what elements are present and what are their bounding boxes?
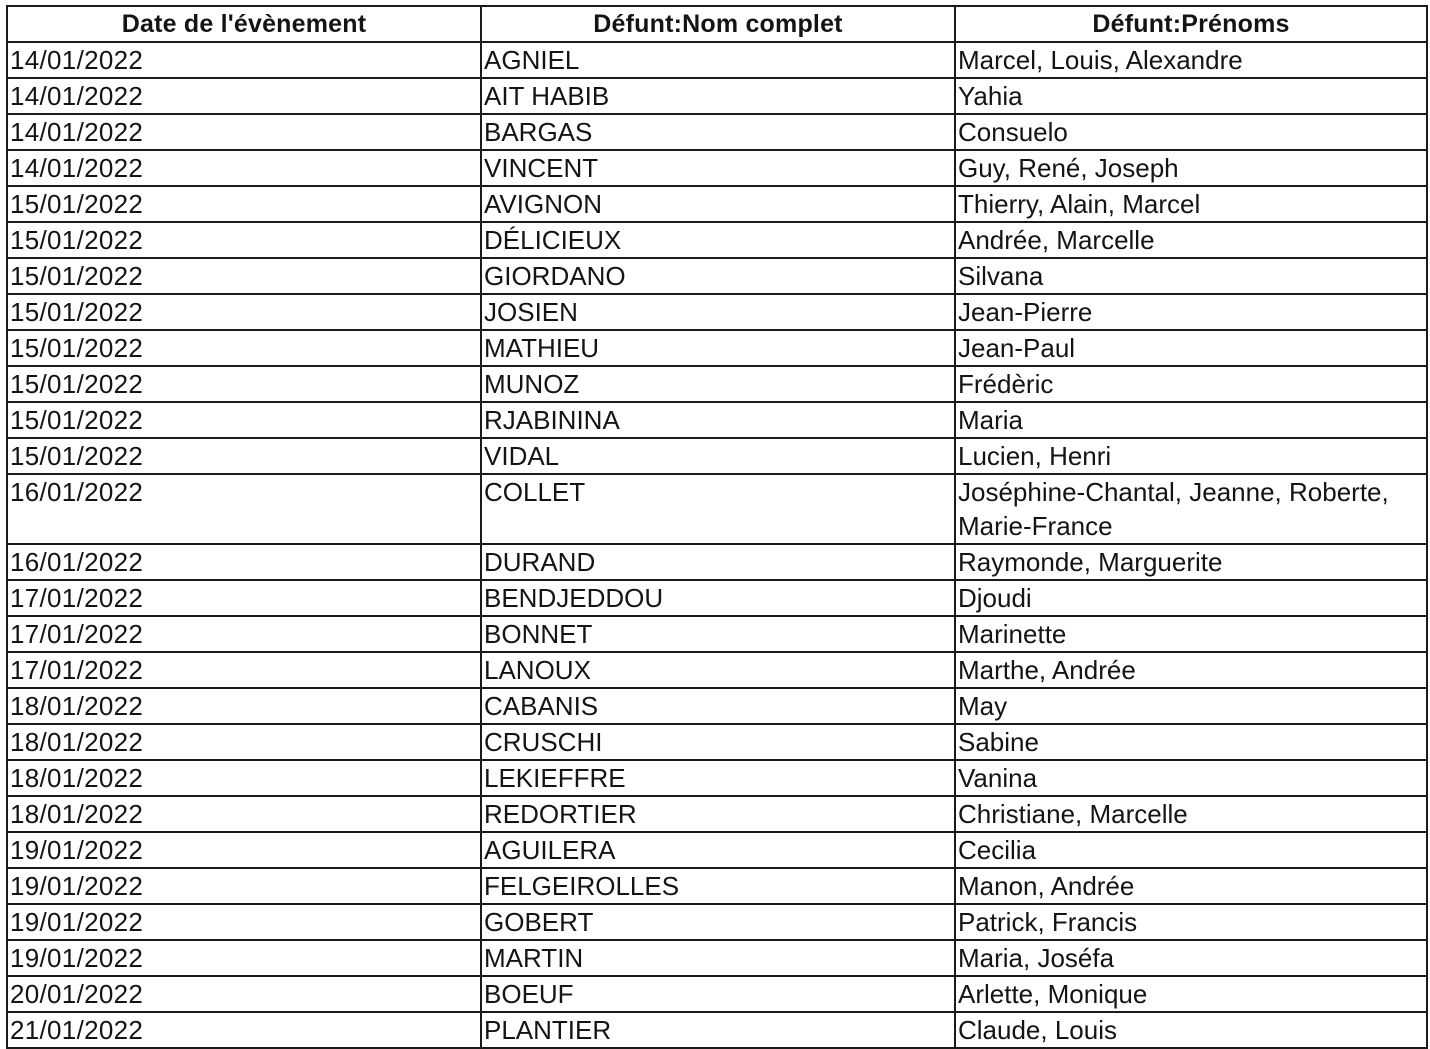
deceased-name-cell: GOBERT [481, 904, 955, 940]
table-row [7, 832, 1427, 868]
event-date-cell: 19/01/2022 [7, 940, 481, 976]
event-date-cell: 15/01/2022 [7, 186, 481, 222]
table-row [7, 688, 1427, 724]
table-row [7, 114, 1427, 150]
deceased-first-names-cell: Andrée, Marcelle [955, 222, 1427, 258]
event-date-cell: 18/01/2022 [7, 688, 481, 724]
deceased-name-cell: MUNOZ [481, 366, 955, 402]
deceased-name-cell: VINCENT [481, 150, 955, 186]
table-row [7, 330, 1427, 366]
event-date-cell: 17/01/2022 [7, 616, 481, 652]
deceased-name-cell: CABANIS [481, 688, 955, 724]
death-registry-sheet [6, 5, 1426, 1049]
deceased-name-cell: LEKIEFFRE [481, 760, 955, 796]
table-row [7, 366, 1427, 402]
event-date-cell: 14/01/2022 [7, 150, 481, 186]
event-date-cell: 14/01/2022 [7, 78, 481, 114]
event-date-cell: 15/01/2022 [7, 330, 481, 366]
header-deceased-full-name: Défunt:Nom complet [481, 6, 955, 42]
table-row [7, 976, 1427, 1012]
table-row [7, 294, 1427, 330]
event-date-cell: 19/01/2022 [7, 904, 481, 940]
deceased-name-cell: RJABININA [481, 402, 955, 438]
table-row [7, 544, 1427, 580]
deceased-name-cell: AGNIEL [481, 42, 955, 78]
table-row [7, 150, 1427, 186]
deceased-first-names-cell: Jean-Pierre [955, 294, 1427, 330]
deceased-first-names-cell: Yahia [955, 78, 1427, 114]
table-row [7, 904, 1427, 940]
event-date-cell: 19/01/2022 [7, 832, 481, 868]
table-body [7, 42, 1427, 1048]
table-row [7, 438, 1427, 474]
deceased-first-names-cell: Maria [955, 402, 1427, 438]
deceased-first-names-cell: Claude, Louis [955, 1012, 1427, 1048]
deceased-first-names-cell: May [955, 688, 1427, 724]
deceased-name-cell: LANOUX [481, 652, 955, 688]
deceased-first-names-cell: Frédèric [955, 366, 1427, 402]
event-date-cell: 18/01/2022 [7, 724, 481, 760]
deceased-first-names-cell: Vanina [955, 760, 1427, 796]
deceased-name-cell: AGUILERA [481, 832, 955, 868]
deceased-first-names-cell: Lucien, Henri [955, 438, 1427, 474]
deceased-name-cell: MATHIEU [481, 330, 955, 366]
deceased-first-names-cell: Marthe, Andrée [955, 652, 1427, 688]
deceased-first-names-cell: Maria, Joséfa [955, 940, 1427, 976]
event-date-cell: 18/01/2022 [7, 796, 481, 832]
table-row [7, 616, 1427, 652]
event-date-cell: 15/01/2022 [7, 258, 481, 294]
deceased-first-names-cell: Sabine [955, 724, 1427, 760]
deceased-name-cell: DURAND [481, 544, 955, 580]
table-row [7, 580, 1427, 616]
event-date-cell: 16/01/2022 [7, 544, 481, 580]
deceased-name-cell: FELGEIROLLES [481, 868, 955, 904]
deceased-name-cell: REDORTIER [481, 796, 955, 832]
deceased-first-names-cell: Marinette [955, 616, 1427, 652]
table-row [7, 724, 1427, 760]
deceased-name-cell: JOSIEN [481, 294, 955, 330]
event-date-cell: 15/01/2022 [7, 222, 481, 258]
event-date-cell: 21/01/2022 [7, 1012, 481, 1048]
deceased-first-names-cell: Silvana [955, 258, 1427, 294]
deceased-name-cell: DÉLICIEUX [481, 222, 955, 258]
event-date-cell: 14/01/2022 [7, 114, 481, 150]
deceased-name-cell: PLANTIER [481, 1012, 955, 1048]
deceased-name-cell: AIT HABIB [481, 78, 955, 114]
table-row [7, 186, 1427, 222]
table-row [7, 760, 1427, 796]
header-deceased-first-names: Défunt:Prénoms [955, 6, 1427, 42]
deceased-name-cell: VIDAL [481, 438, 955, 474]
table-row [7, 474, 1427, 544]
deceased-first-names-cell: Djoudi [955, 580, 1427, 616]
event-date-cell: 15/01/2022 [7, 366, 481, 402]
table-row [7, 222, 1427, 258]
header-row [7, 6, 1427, 42]
event-date-cell: 15/01/2022 [7, 438, 481, 474]
event-date-cell: 16/01/2022 [7, 474, 481, 544]
deceased-first-names-cell: Jean-Paul [955, 330, 1427, 366]
deceased-first-names-cell: Cecilia [955, 832, 1427, 868]
table-row [7, 402, 1427, 438]
deceased-name-cell: BARGAS [481, 114, 955, 150]
header-event-date: Date de l'évènement [7, 6, 481, 42]
table-row [7, 78, 1427, 114]
deceased-name-cell: BOEUF [481, 976, 955, 1012]
table-row [7, 940, 1427, 976]
deceased-name-cell: BENDJEDDOU [481, 580, 955, 616]
death-registry-table [6, 5, 1428, 1049]
event-date-cell: 17/01/2022 [7, 652, 481, 688]
event-date-cell: 14/01/2022 [7, 42, 481, 78]
deceased-name-cell: GIORDANO [481, 258, 955, 294]
table-row [7, 652, 1427, 688]
table-header [7, 6, 1427, 42]
deceased-first-names-cell: Arlette, Monique [955, 976, 1427, 1012]
event-date-cell: 19/01/2022 [7, 868, 481, 904]
deceased-first-names-cell: Consuelo [955, 114, 1427, 150]
event-date-cell: 18/01/2022 [7, 760, 481, 796]
event-date-cell: 17/01/2022 [7, 580, 481, 616]
deceased-first-names-cell: Raymonde, Marguerite [955, 544, 1427, 580]
deceased-first-names-cell: Marcel, Louis, Alexandre [955, 42, 1427, 78]
table-row [7, 868, 1427, 904]
deceased-name-cell: COLLET [481, 474, 955, 544]
deceased-first-names-cell: Christiane, Marcelle [955, 796, 1427, 832]
deceased-name-cell: CRUSCHI [481, 724, 955, 760]
deceased-first-names-cell: Thierry, Alain, Marcel [955, 186, 1427, 222]
deceased-first-names-cell: Manon, Andrée [955, 868, 1427, 904]
deceased-first-names-cell: Patrick, Francis [955, 904, 1427, 940]
event-date-cell: 15/01/2022 [7, 294, 481, 330]
event-date-cell: 15/01/2022 [7, 402, 481, 438]
deceased-first-names-cell: Guy, René, Joseph [955, 150, 1427, 186]
deceased-name-cell: AVIGNON [481, 186, 955, 222]
table-row [7, 796, 1427, 832]
deceased-name-cell: MARTIN [481, 940, 955, 976]
event-date-cell: 20/01/2022 [7, 976, 481, 1012]
table-row [7, 1012, 1427, 1048]
table-row [7, 42, 1427, 78]
deceased-name-cell: BONNET [481, 616, 955, 652]
deceased-first-names-cell: Joséphine-Chantal, Jeanne, Roberte, Marie-France [955, 474, 1427, 544]
table-row [7, 258, 1427, 294]
